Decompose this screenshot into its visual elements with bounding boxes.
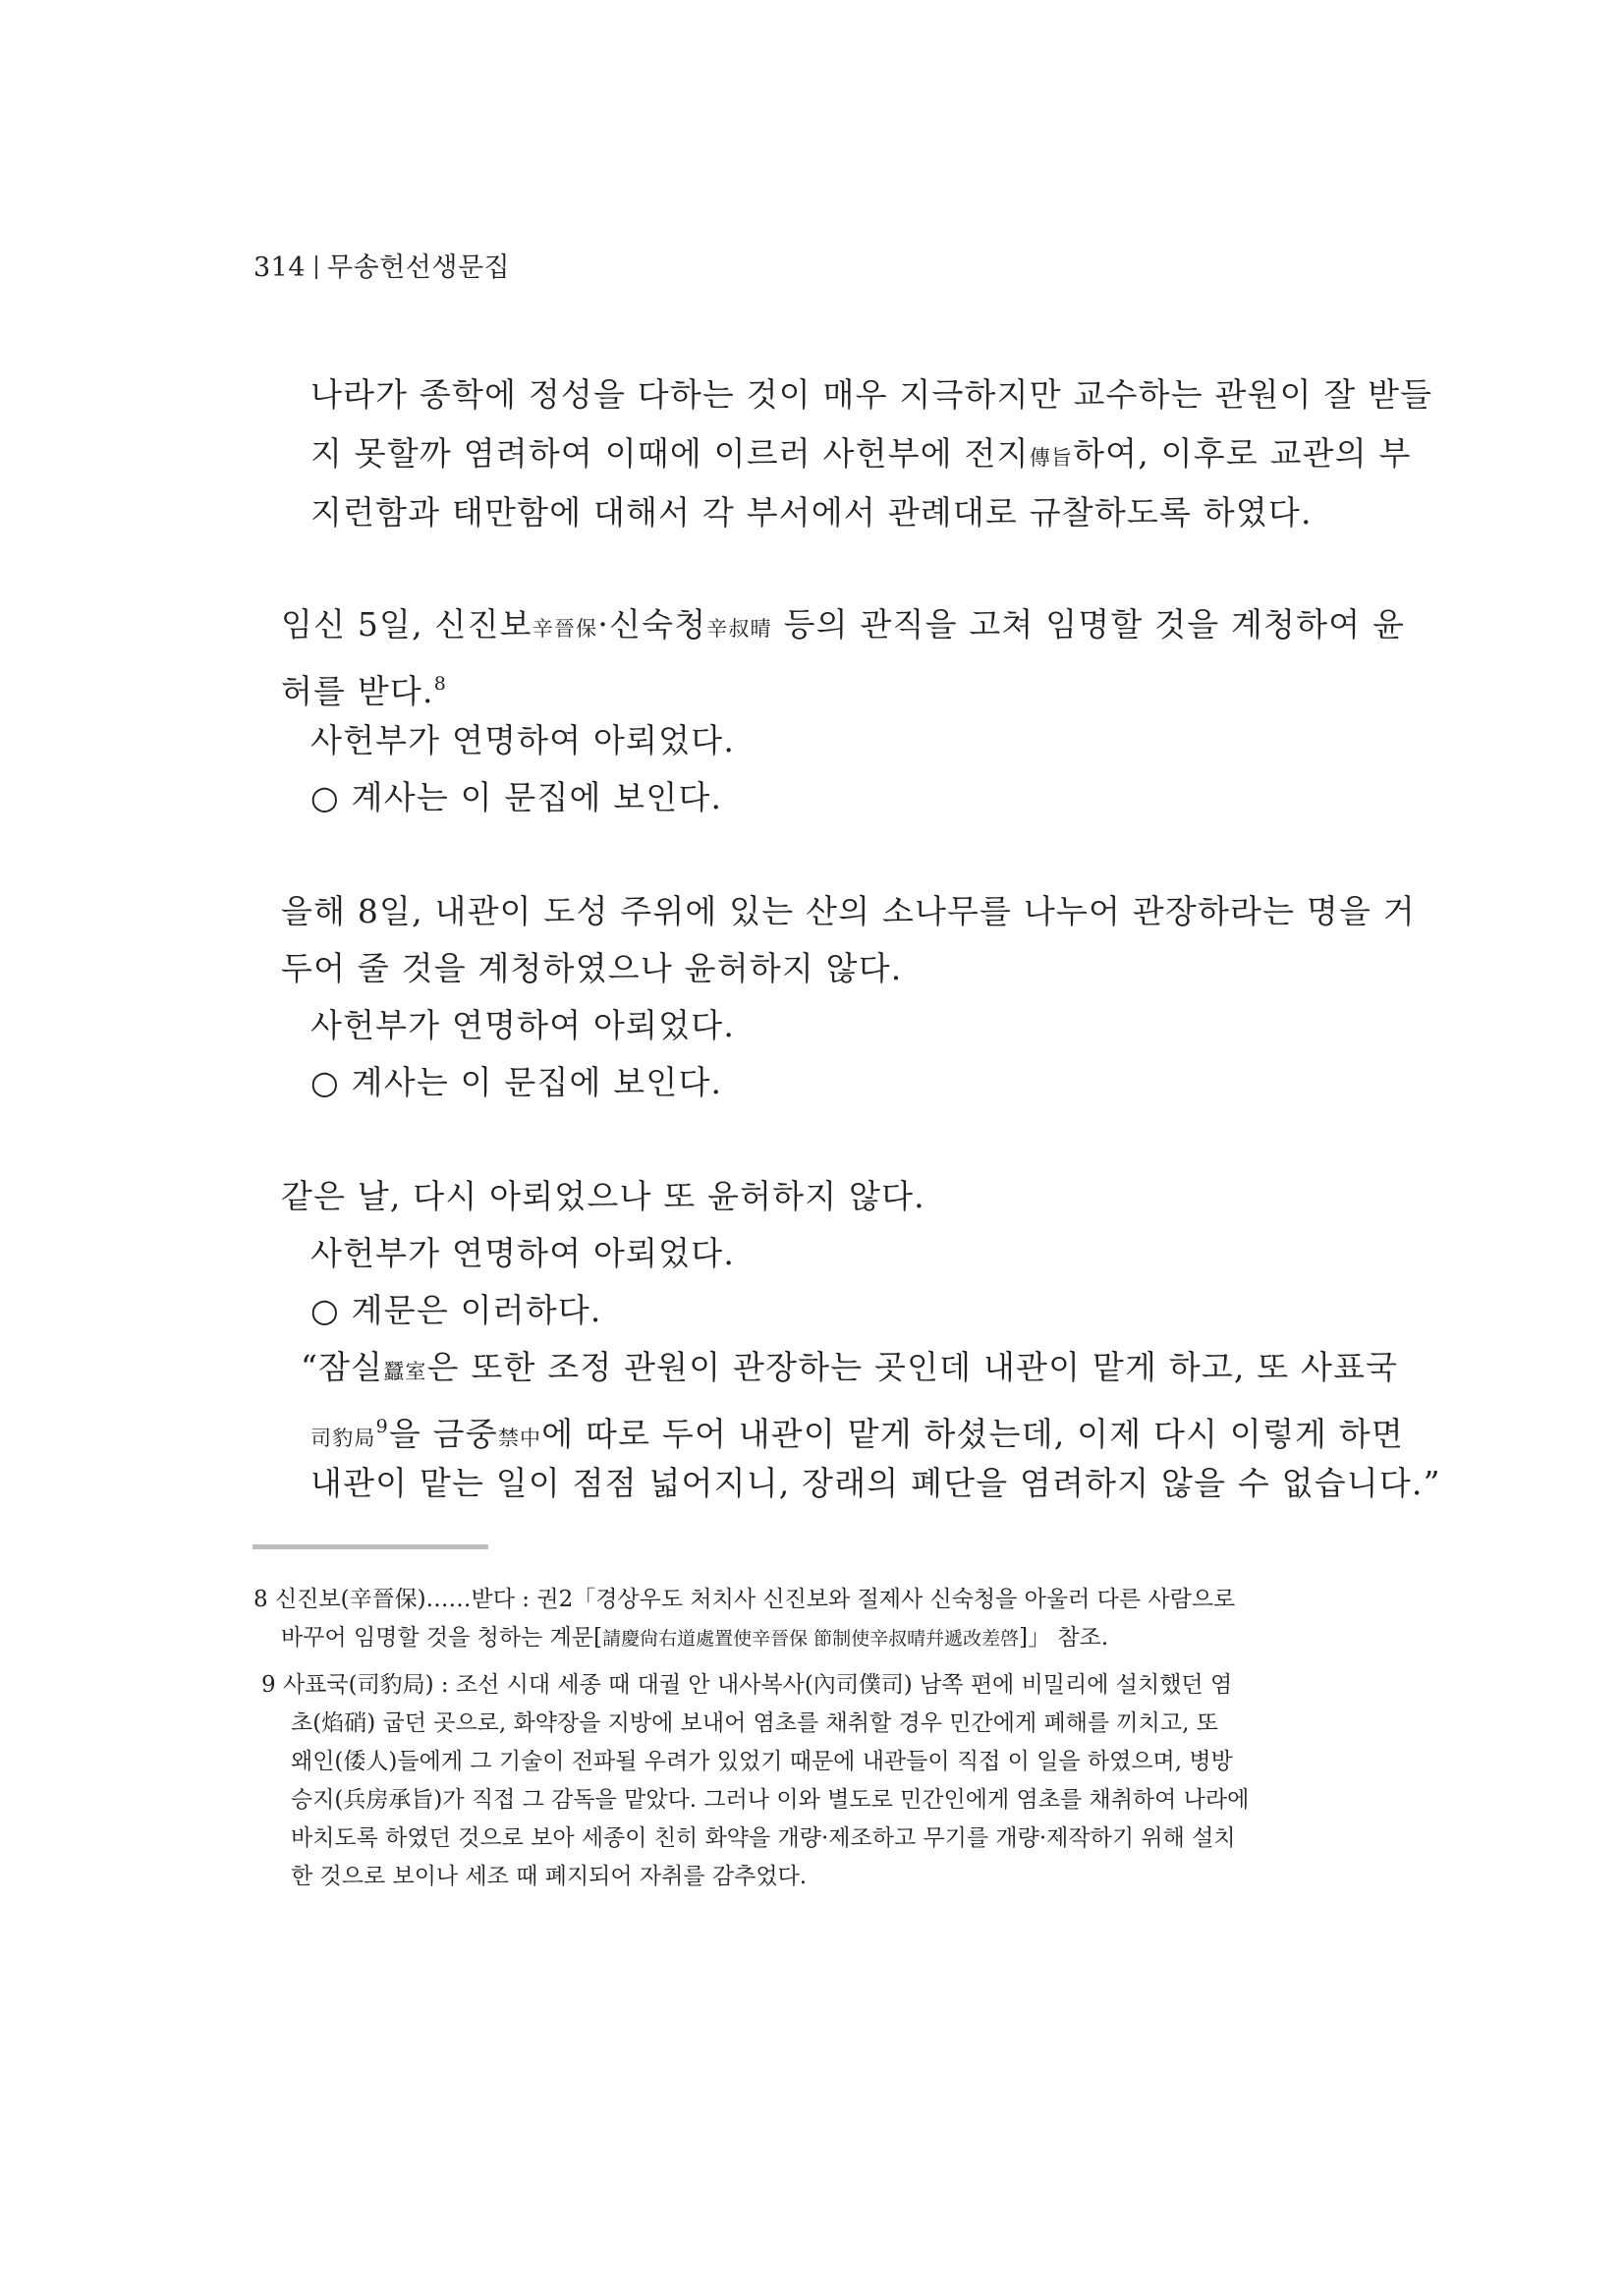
quote-line: 司豹局$^9$을 금중禁中에 따로 두어 내관이 맡게 하셨는데, 이제 다시 이렇게 하면 (310, 1415, 1404, 1453)
header-divider (315, 255, 317, 279)
entry-heading: 을해 8일, 내관이 도성 주위에 있는 산의 소나무를 나누어 관장하라는 명을 거 (281, 892, 1416, 930)
footnote-ref-9[interactable]: 9 (375, 1416, 389, 1437)
book-title: 무송헌선생문집 (327, 252, 511, 283)
page-number: 314 (253, 252, 307, 283)
body-line: ○ 계사는 이 문집에 보인다. (310, 1063, 723, 1101)
entry-heading: 허를 받다.$^8$ (281, 672, 447, 710)
footnote-9-cont: 왜인(倭人)들에게 그 기술이 전파될 우려가 있었기 때문에 내관들이 직접 이 일을 하였으며, 병방 (291, 1749, 1233, 1774)
entry-heading: 임신 5일, 신진보辛晉保·신숙청辛叔晴 등의 관직을 고쳐 임명할 것을 계청하여 윤 (281, 605, 1406, 644)
entry-heading: 같은 날, 다시 아뢰었으나 또 윤허하지 않다. (281, 1177, 925, 1215)
body-line: 사헌부가 연명하여 아뢰었다. (310, 1006, 736, 1044)
body-line: ○ 계사는 이 문집에 보인다. (310, 778, 723, 816)
hanja-gloss: 辛叔晴 (706, 617, 772, 641)
footnote-9-cont: 한 것으로 보이나 세조 때 폐지되어 자취를 감추었다. (291, 1864, 808, 1889)
entry-heading: 두어 줄 것을 계청하였으나 윤허하지 않다. (281, 949, 903, 987)
footnote-divider (252, 1544, 488, 1549)
quote-line: “잠실蠶室은 또한 조정 관원이 관장하는 곳인데 내관이 맡게 하고, 또 사표국 (301, 1348, 1399, 1386)
body-line: 지런함과 태만함에 대해서 각 부서에서 관례대로 규찰하도록 하였다. (310, 493, 1313, 532)
body-line: 지 못할까 염려하여 이때에 이르러 사헌부에 전지傳旨하여, 이후로 교관의 부 (310, 434, 1412, 473)
hanja-gloss: 傳旨 (1029, 446, 1074, 470)
body-line: ○ 계문은 이러하다. (310, 1291, 602, 1329)
hanja-gloss: 辛晉保 (532, 617, 598, 641)
footnote-8: 8 신진보(辛晉保)……받다 : 권2「경상우도 처치사 신진보와 절제사 신숙청을 아울러 다른 사람으로 (253, 1587, 1236, 1612)
footnote-9: 9 사표국(司豹局) : 조선 시대 세종 때 대궐 안 내사복사(內司僕司) 남쪽 편에 비밀리에 설치했던 염 (261, 1672, 1233, 1698)
hanja-gloss: 司豹局 (310, 1427, 376, 1450)
footnote-9-cont: 승지(兵房承旨)가 직접 그 감독을 맡았다. 그러나 이와 별도로 민간인에게 염초를 채취하여 나라에 (291, 1787, 1250, 1813)
footnote-9-cont: 바치도록 하였던 것으로 보아 세종이 친히 화약을 개량·제조하고 무기를 개량·제작하기 위해 설치 (291, 1825, 1236, 1851)
footnote-8-cont: 바꾸어 임명할 것을 청하는 계문[請慶尙右道處置使辛晉保 節制使辛叔晴幷遞改差啓]」 참조. (281, 1625, 1109, 1651)
body-line: 나라가 종학에 정성을 다하는 것이 매우 지극하지만 교수하는 관원이 잘 받들 (310, 375, 1433, 414)
footnote-ref-8[interactable]: 8 (433, 673, 447, 695)
quote-line: 내관이 맡는 일이 점점 넓어지니, 장래의 폐단을 염려하지 않을 수 없습니다.” (310, 1464, 1441, 1502)
hanja-gloss: 禁中 (497, 1427, 542, 1450)
running-header (253, 246, 510, 284)
footnote-9-cont: 초(焰硝) 굽던 곳으로, 화약장을 지방에 보내어 염초를 채취할 경우 민간에게 폐해를 끼치고, 또 (291, 1710, 1218, 1736)
hanja-gloss: 蠶室 (383, 1360, 427, 1383)
body-line: 사헌부가 연명하여 아뢰었다. (310, 1234, 736, 1272)
body-line: 사헌부가 연명하여 아뢰었다. (310, 721, 736, 759)
